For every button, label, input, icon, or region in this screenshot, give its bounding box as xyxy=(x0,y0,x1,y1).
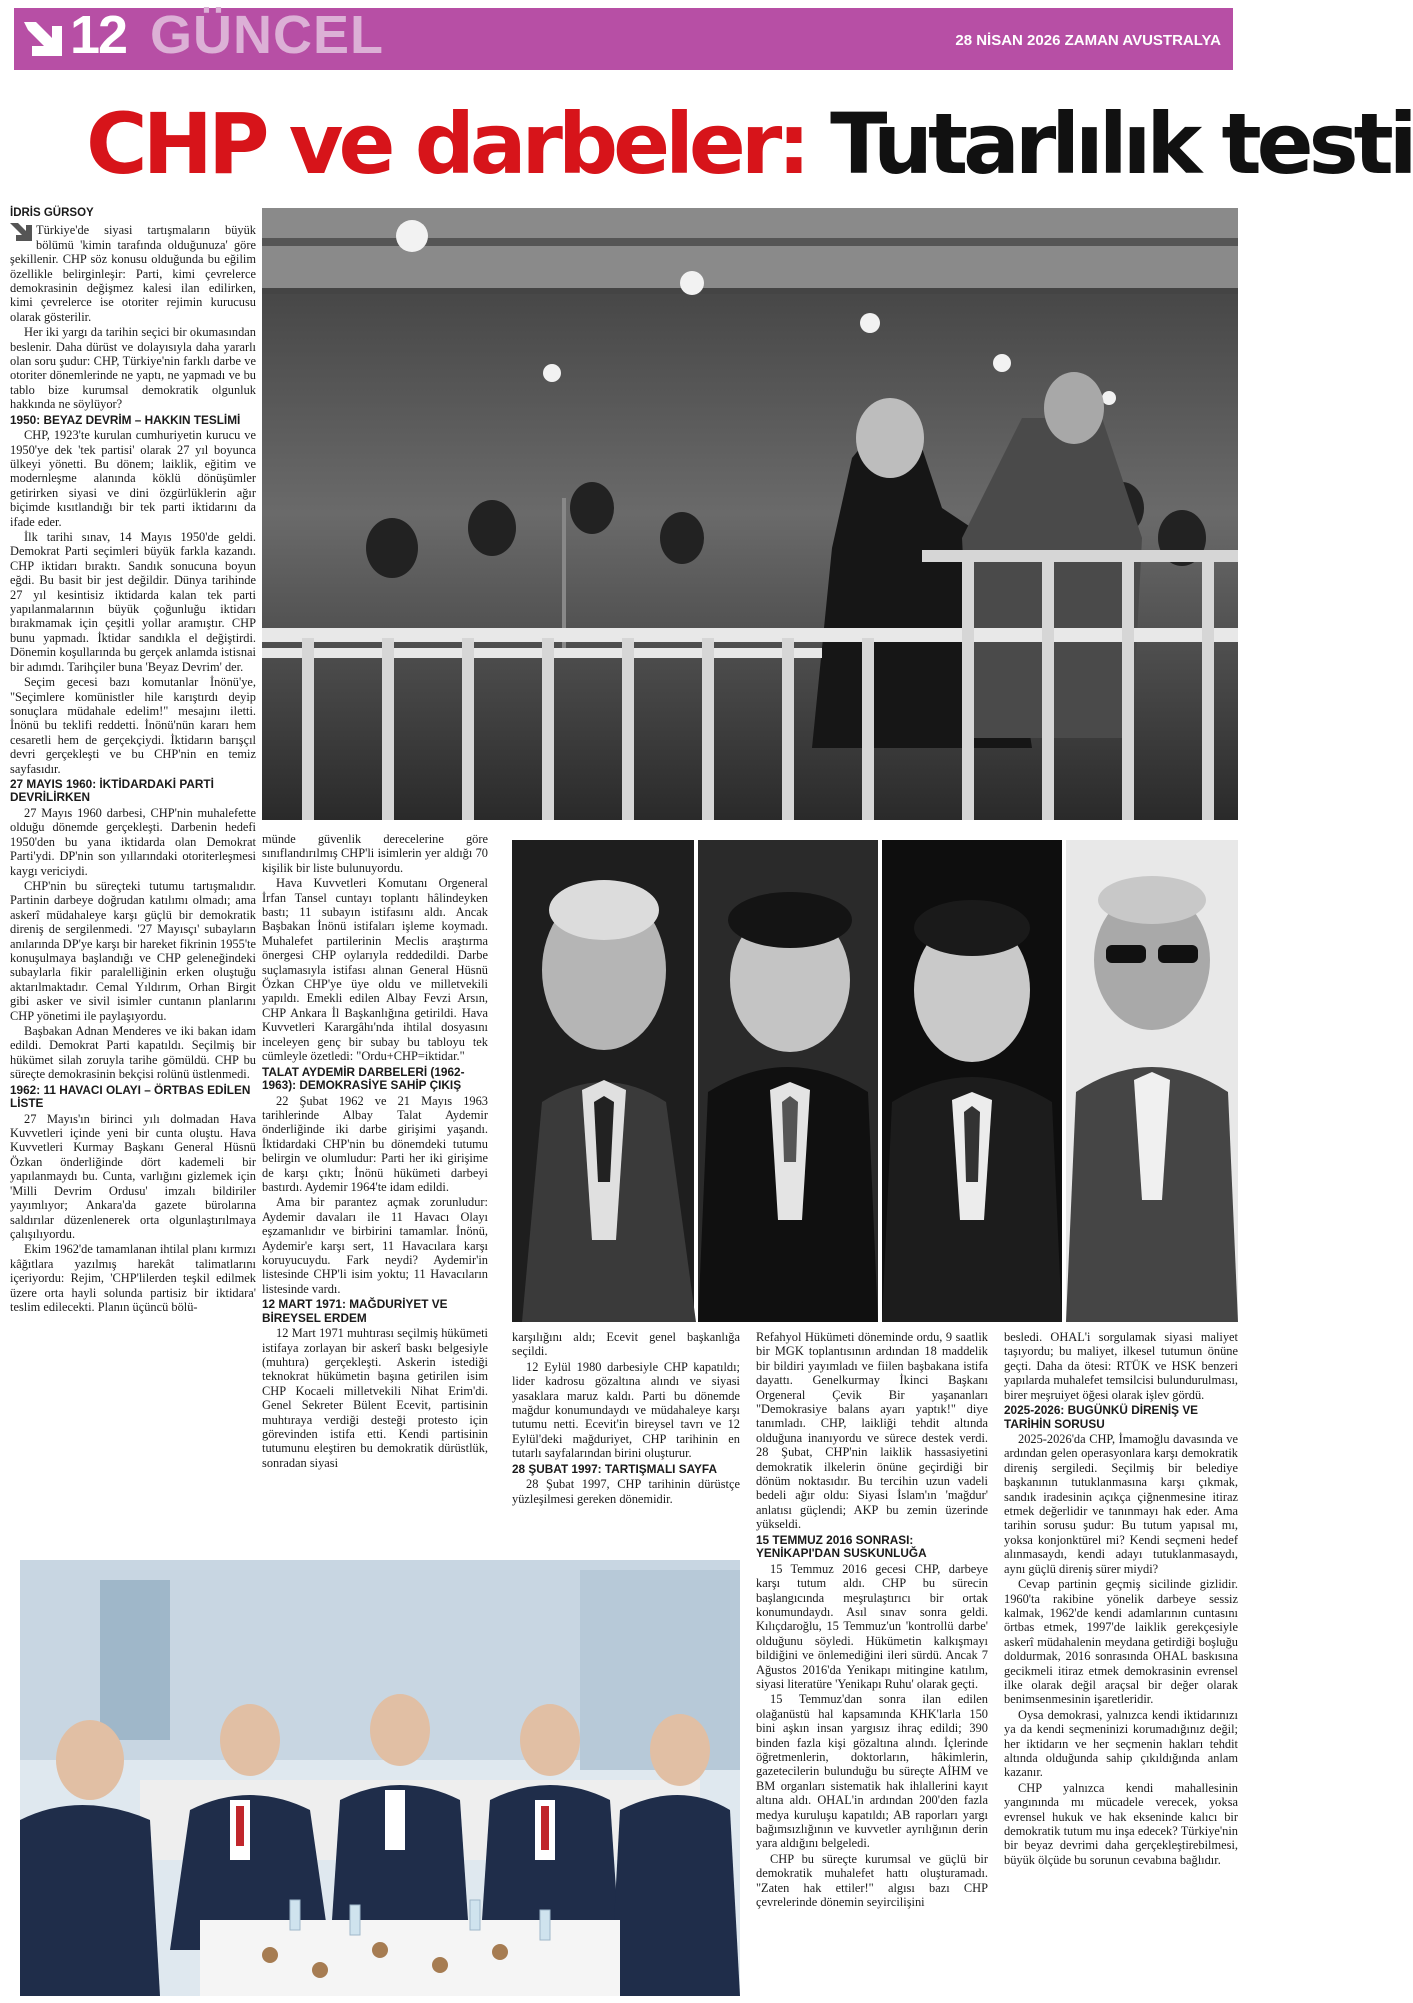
paragraph: Başbakan Adnan Menderes ve iki bakan idam edildi. Demokrat Parti kapatıldı. Seçilmiş bir hükümet silah zoruyla tarihe gömüldü. CHP bu süreçte demokrasinin bekçisi rolünü üstlenmedi. xyxy=(10,1024,256,1082)
subheading: TALAT AYDEMİR DARBELERİ (1962-1963): DEMOKRASİYE SAHİP ÇIKIŞ xyxy=(262,1064,465,1092)
headline-part-black: Tutarlılık testi xyxy=(830,95,1413,193)
paragraph: Cevap partinin geçmiş sicilinde gizlidir. 1960'ta rakibine yönelik darbeye sessiz kalmak, 1962'de kendi adamlarının cuntasını örtbas etmek, 1997'de laiklik gerekçesiyle askerî müdahalenin meydana getirdiği boşluğu doldurmak, 2016 sonrasında OHAL baskısına gecikmeli itiraz etmek demokrasinin evrensel ilke olarak değil araçsal bir değer olarak benimsenmesinin işaretleridir. xyxy=(1004,1577,1238,1707)
lead-arrow-icon xyxy=(10,223,32,241)
paragraph: CHP, 1923'te kurulan cumhuriyetin kurucu ve 1950'ye dek 'tek partisi' olarak 27 yıl boyunca ülkeyi yönetti. Bu dönem; laiklik, eğitim ve modernleşme alanında köklü dönüşümler getirirken siyasi ve dini özgürlüklerin ağır biçimde kısıtlandığı bir tek parti iktidarını da ifade eder. xyxy=(10,428,256,529)
paragraph: İlk tarihi sınav, 14 Mayıs 1950'de geldi. Demokrat Parti seçimleri büyük farkla kazandı. CHP iktidarı bıraktı. Sandık sonucuna boyun eğdi. Bu basit bir jest değildir. Dünya tarihinde 27 yıl kesintisiz iktidarda kalan tek parti yapılanmalarının büyük çoğunluğu iktidarı bırakmamak için çeşitli yollar aramıştır. CHP bunu yapmadı. İktidar sandıkla el değiştirdi. Dönemin koşullarında bu gerçek anlamda istisnai bir adımdı. Tarihçiler buna 'Beyaz Devrim' der. xyxy=(10,530,256,674)
paragraph: 15 Temmuz'dan sonra ilan edilen olağanüstü hal kapsamında KHK'larla 150 bini aşkın insan yargısız ihraç edildi; 390 binden fazla kişi gözaltına alındı. İçlerinde öğretmenlerin, doktorların, hâkimlerin, gazetecilerin bulunduğu bu süreçte AİHM ve BM organları sistematik hak ihlallerini kayıt altına aldı. OHAL'in ardından 200'den fazla medya kuruluşu kapatıldı; AB raporları yargı bağımsızlığının ve kuvvetler ayrılığının derin yara aldığını belgeledi. xyxy=(756,1692,988,1851)
portrait-ecevit xyxy=(698,840,878,1322)
paragraph: Refahyol Hükümeti döneminde ordu, 9 saatlik bir MGK toplantısının ardından 18 maddelik bir bildiri yayımladı ve fiilen başbakana istifa dayattı. Genelkurmay İkinci Başkanı Orgeneral Çevik Bir yaşananları "Demokrasiye balans ayarı yaptık!" diye tanımladı. CHP, laikliği tehdit altında olduğuna inanıyordu ve sürece destek verdi. 28 Şubat, CHP'nin laiklik hassasiyetini demokratik ilkelerin önüne geçirdiği bir dönüm noktasıdır. Bu tercihin uzun vadeli bedeli ağır oldu: Siyasi İslam'ın 'mağdur' anlatısı güçlendi; AKP bu zemin üzerinde yükseldi. xyxy=(756,1330,988,1532)
subheading: 2025-2026: BUGÜNKÜ DİRENİŞ VE TARİHİN SORUSU xyxy=(1004,1403,1199,1431)
paragraph: CHP'nin bu süreçteki tutumu tartışmalıdır. Partinin darbeye doğrudan katılımı olmadı; ama askerî müdahaleye karşı güçlü bir demokratik direniş de sergilenmedi. '27 Mayısçı' subayların anılarında DP'ye karşı bir hareket fikrinin 1955'te konuşulmaya başlandığı ve CHP geleneğindeki subaylarla fikir paralelliğinin erken oluştuğu aktarılmaktadır. Cemal Yıldırım, Orhan Birgit gibi asker ve sivil isimler cuntanın planlarını CHP yönetimi ile paylaşıyordu. xyxy=(10,878,256,1023)
portrait-inonu xyxy=(512,840,694,1322)
subheading: 28 ŞUBAT 1997: TARTIŞMALI SAYFA xyxy=(512,1461,717,1476)
article-column-3 xyxy=(512,1330,740,1546)
paragraph: 15 Temmuz 2016 gecesi CHP, darbeye karşı tutum aldı. CHP bu sürecin başlangıcında meşrulaştırıcı bir ortak konumundaydı. Asıl sınav sonra geldi. Kılıçdaroğlu, 15 Temmuz'un 'kontrollü darbe' olduğunu söyledi. Hükümetin kalkışmayı bildiğini ve önlemediğini ileri sürdü. Ancak 7 Ağustos 2016'da Yenikapı mitingine katılım, siyasi literatüre 'Yenikapı Ruhu' olarak geçti. xyxy=(756,1561,988,1691)
article-column-4 xyxy=(756,1330,988,1996)
paragraph: Oysa demokrasi, yalnızca kendi iktidarınızı ya da kendi seçmeninizi korumadığınız değil; her iktidarın ve her seçmenin hakları tehdit altında olduğunda sahip çıkıldığında anlam kazanır. xyxy=(1004,1707,1238,1780)
paragraph: Her iki yargı da tarihin seçici bir okumasından beslenir. Daha dürüst ve dolayısıyla daha yararlı olan soru şudur: CHP, Türkiye'nin farklı darbe ve otoriter dönemlerinde ne yaptı, ne yapmadı ve bu tablo bize kurumsal demokratik olgunluk hakkında ne söylüyor? xyxy=(10,325,256,412)
portrait-aydemir xyxy=(1066,840,1238,1322)
issue-dateline xyxy=(955,32,1221,49)
article-column-2 xyxy=(262,832,488,1544)
paragraph: CHP yalnızca kendi mahallesinin yangınında mı mücadele verecek, yoksa evrensel hukuk ve hak ekseninde kalıcı bir demokratik tutum mu inşa edecek? Türkiye'nin bir beyaz devrimi daha gerçekleştirebilmesi, büyük ölçüde bu sorunun cevabına bağlıdır. xyxy=(1004,1780,1238,1867)
section-header-band xyxy=(14,5,1233,70)
paragraph: münde güvenlik derecelerine göre sınıflandırılmış CHP'li isimlerin yer aldığı 70 kişilik bir liste bulunuyordu. xyxy=(262,832,488,875)
article-column-5 xyxy=(1004,1330,1238,1996)
paragraph: Ama bir parantez açmak zorunludur: Aydemir davaları ile 11 Havacı Olayı eşzamanlıdır ve birbirini tamamlar. İnönü, Aydemir'e karşı sert, 11 Havacılara karşı koruyucuydu. Fark neydi? Aydemir'in listesinde CHP'li isim yoktu; 11 Havacıların listesinde vardı. xyxy=(262,1195,488,1296)
paragraph: 12 Mart 1971 muhtırası seçilmiş hükümeti istifaya zorlayan bir askerî baskı belgesiyle (muhtıra) gerçekleşti. Askerin istediği teknokrat hükümetin başına getirilen isim CHP Kocaeli milletvekili Nihat Erim'di. Genel Sekreter Bülent Ecevit, partisinin muhtıraya verdiği desteği protesto için görevinden istifa etti. Kendi partisinin tutumunu eleştiren bu demokratik dürüstlük, sonradan siyasi xyxy=(262,1326,488,1470)
article-column-1 xyxy=(10,206,256,1546)
chevron-arrow-icon xyxy=(22,16,66,60)
subheading: 27 MAYIS 1960: İKTİDARDAKİ PARTİ DEVRİLİRKEN xyxy=(10,776,214,805)
paragraph: 27 Mayıs'ın birinci yılı dolmadan Hava Kuvvetleri içinde yeni bir cunta oluştu. Hava Kuvvetleri Kurmay Başkanı General Hüsnü Özkan önderliğinde dört kademeli bir yapılanmaydı bu. Cunta, varlığını gizlemek için 'Milli Devrim Ordusu' imzalı bildiriler yayımlıyor; Ankara'da gazete bürolarına saldırılar düzenlenerek orta olgunlaştırılmaya çalışılıyordu. xyxy=(10,1111,256,1241)
paragraph: Türkiye'de siyasi tartışmaların büyük bölümü 'kimin tarafında olduğunuza' göre şekillenir. CHP söz konusu olduğunda bu eğilim özellikle belirginleşir: Parti, kimi çevrelerce demokrasinin değişmez kalesi ilan edilirken, kimi çevrelerce ise otoriter rejimin kurucusu olarak gösterilir. xyxy=(10,223,256,324)
issue-date: 28 NİSAN 2026 xyxy=(955,32,1061,49)
section-name: GÜNCEL xyxy=(150,5,384,65)
page-title xyxy=(86,95,1413,193)
paragraph: karşılığını aldı; Ecevit genel başkanlığa seçildi. xyxy=(512,1330,740,1359)
paragraph: 2025-2026'da CHP, İmamoğlu davasında ve ardından gelen operasyonlara karşı demokratik direniş sergiledi. Seçilmiş bir belediye başkanının tutuklanmasına karşı çıkmak, sandık iradesinin açıkça çiğnenmesine itiraz etmek değerlidir ve tanınmayı hak eder. Ama tarihin sorusu şudur: Bu tutum yapısal mı, yoksa konjonktürel mi? Kendi seçmeni hedef alınmasaydı, kendi adayı tutuklanmasaydı, aynı güçlü direniş sürer miydi? xyxy=(1004,1432,1238,1576)
paragraph: Ekim 1962'de tamamlanan ihtilal planı kırmızı kâğıtlara yazılmış harekât talimatlarını içeriyordu: Rejim, 'CHP'lilerden teşkil edilmek üzere orta hayli solunda partisiz bir iktidara' teslim edilecekti. Planın üçüncü bölü- xyxy=(10,1242,256,1314)
paragraph: 28 Şubat 1997, CHP tarihinin dürüstçe yüzleşilmesi gereken dönemidir. xyxy=(512,1477,740,1506)
page-number: 12 xyxy=(70,5,127,65)
subheading: 1962: 11 HAVACI OLAYI – ÖRTBAS EDİLEN LİSTE xyxy=(10,1082,251,1111)
courtroom-photo xyxy=(262,208,1238,820)
paragraph: Hava Kuvvetleri Komutanı Orgeneral İrfan Tansel cuntayı toplantı hâlindeyken bastı; 11 subayın istifasını aldı. Ancak Başbakan İnönü istifaları işleme koymadı. Muhalefet partilerinin Meclis araştırma önergesi CHP oylarıyla reddedildi. Darbe suçlamasıyla istifası alınan General Hüsnü Özkan CHP'ye üye oldu ve milletvekili yapıldı. Emekli edilen Albay Fevzi Arsın, CHP Ankara İl Başkanlığına getirildi. Hava Kuvvetleri Karargâhı'nda ihtilal dosyasını inceleyen genç bir subay bu tabloyu tek cümleyle özetledi: "Ordu+CHP=iktidar." xyxy=(262,876,488,1064)
subheading: 15 TEMMUZ 2016 SONRASI: YENİKAPI'DAN SUSKUNLUĞA xyxy=(756,1532,927,1561)
portrait-menderes xyxy=(882,840,1062,1322)
paragraph: 27 Mayıs 1960 darbesi, CHP'nin muhalefette olduğu dönemde gerçekleşti. Darbenin hedefi 1950'den bu yana iktidarda olan Demokrat Parti'ydi. DP'nin son yıllarındaki otoriterleşmesi kaygı vericiydi. xyxy=(10,805,256,878)
paragraph: 12 Eylül 1980 darbesiyle CHP kapatıldı; lider kadrosu gözaltına alındı ve siyasi yasaklara maruz kaldı. Parti bu dönemde mağdur konumundaydı ve müdahaleye karşı tutumu netti. Ecevit'in bireysel tavrı ve 12 Eylül'deki mağduriyet, CHP tarihinin en tutarlı sayfalarından birini oluşturur. xyxy=(512,1359,740,1461)
paragraph: besledi. OHAL'i sorgulamak siyasi maliyet taşıyordu; bu maliyet, ilkesel tutumun önüne geçti. Daha da ötesi: RTÜK ve HSK benzeri yapılarda muhalefet temsilcisi bulundurulması, birer meşruiyet öğesi olarak işlev gördü. xyxy=(1004,1330,1238,1402)
yenikapi-meeting-photo xyxy=(20,1560,740,1996)
paragraph: Seçim gecesi bazı komutanlar İnönü'ye, "Seçimlere komünistler hile karıştırdı deyip sonuçlara müdahale edelim!" mesajını iletti. İnönü bu teklifi reddetti. İnönü'nün kararı hem cesaretli hem de gerçekçiydi. İktidarın barışçıl devri gerçekleşti ve bu CHP'nin en temiz sayfasıdır. xyxy=(10,675,256,776)
paragraph: CHP bu süreçte kurumsal ve güçlü bir demokratik muhalefet hattı oluşturamadı. "Zaten hak ettiler!" algısı bazı CHP çevrelerinde dönemin seyircilişini xyxy=(756,1851,988,1910)
publication-name: ZAMAN AVUSTRALYA xyxy=(1064,32,1221,49)
author-byline: İDRİS GÜRSOY xyxy=(10,207,94,219)
subheading: 1950: BEYAZ DEVRİM – HAKKIN TESLİMİ xyxy=(10,412,241,427)
subheading: 12 MART 1971: MAĞDURİYET VE BİREYSEL ERDEM xyxy=(262,1297,448,1325)
paragraph: 22 Şubat 1962 ve 21 Mayıs 1963 tarihlerinde Albay Talat Aydemir önderliğinde iki darbe girişimi yaşandı. İktidardaki CHP'nin bu dönemdeki tutumu belirgin ve olumludur: Parti her iki girişime de karşı çıktı; İnönü hükümeti darbeyi bastırdı. Aydemir 1964'te idam edildi. xyxy=(262,1093,488,1194)
headline-part-red: CHP ve darbeler: xyxy=(86,95,806,193)
